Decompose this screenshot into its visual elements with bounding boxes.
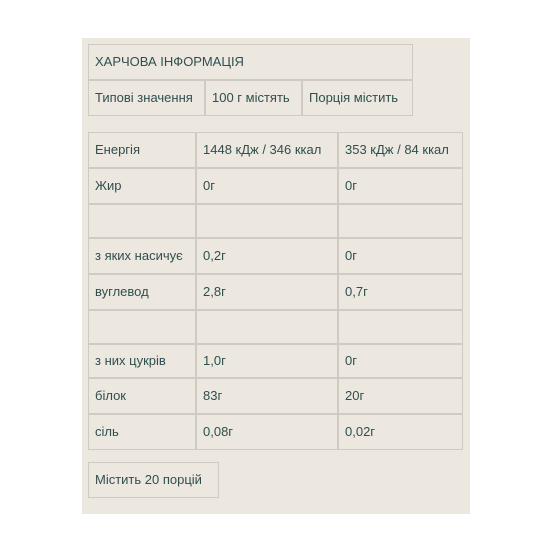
nutrient-label: вуглевод <box>88 274 196 310</box>
nutrient-per100 <box>196 204 338 238</box>
nutrient-per-serving: 20г <box>338 378 463 414</box>
nutrient-per-serving <box>338 310 463 344</box>
nutrient-per100: 0,2г <box>196 238 338 274</box>
nutrient-label <box>88 310 196 344</box>
nutrition-title: ХАРЧОВА ІНФОРМАЦІЯ <box>88 44 413 80</box>
nutrient-label: білок <box>88 378 196 414</box>
nutrient-per-serving: 353 кДж / 84 ккал <box>338 132 463 168</box>
nutrient-per100: 1448 кДж / 346 ккал <box>196 132 338 168</box>
nutrient-per-serving <box>338 204 463 238</box>
nutrient-per100: 2,8г <box>196 274 338 310</box>
nutrient-label: з яких насичує <box>88 238 196 274</box>
nutrient-per100: 0,08г <box>196 414 338 450</box>
nutrient-per100 <box>196 310 338 344</box>
header-per-100g: 100 г містять <box>205 80 302 116</box>
nutrient-per-serving: 0г <box>338 238 463 274</box>
nutrient-per-serving: 0,7г <box>338 274 463 310</box>
header-typical-values: Типові значення <box>88 80 205 116</box>
nutrient-per100: 83г <box>196 378 338 414</box>
nutrient-label <box>88 204 196 238</box>
servings-count: Містить 20 порцій <box>88 462 219 498</box>
header-per-serving: Порція містить <box>302 80 413 116</box>
nutrient-label: сіль <box>88 414 196 450</box>
nutrient-label: Енергія <box>88 132 196 168</box>
nutrient-label: Жир <box>88 168 196 204</box>
nutrient-per-serving: 0,02г <box>338 414 463 450</box>
nutrient-per100: 0г <box>196 168 338 204</box>
nutrient-per100: 1,0г <box>196 344 338 378</box>
nutrient-per-serving: 0г <box>338 168 463 204</box>
nutrient-label: з них цукрів <box>88 344 196 378</box>
nutrient-per-serving: 0г <box>338 344 463 378</box>
